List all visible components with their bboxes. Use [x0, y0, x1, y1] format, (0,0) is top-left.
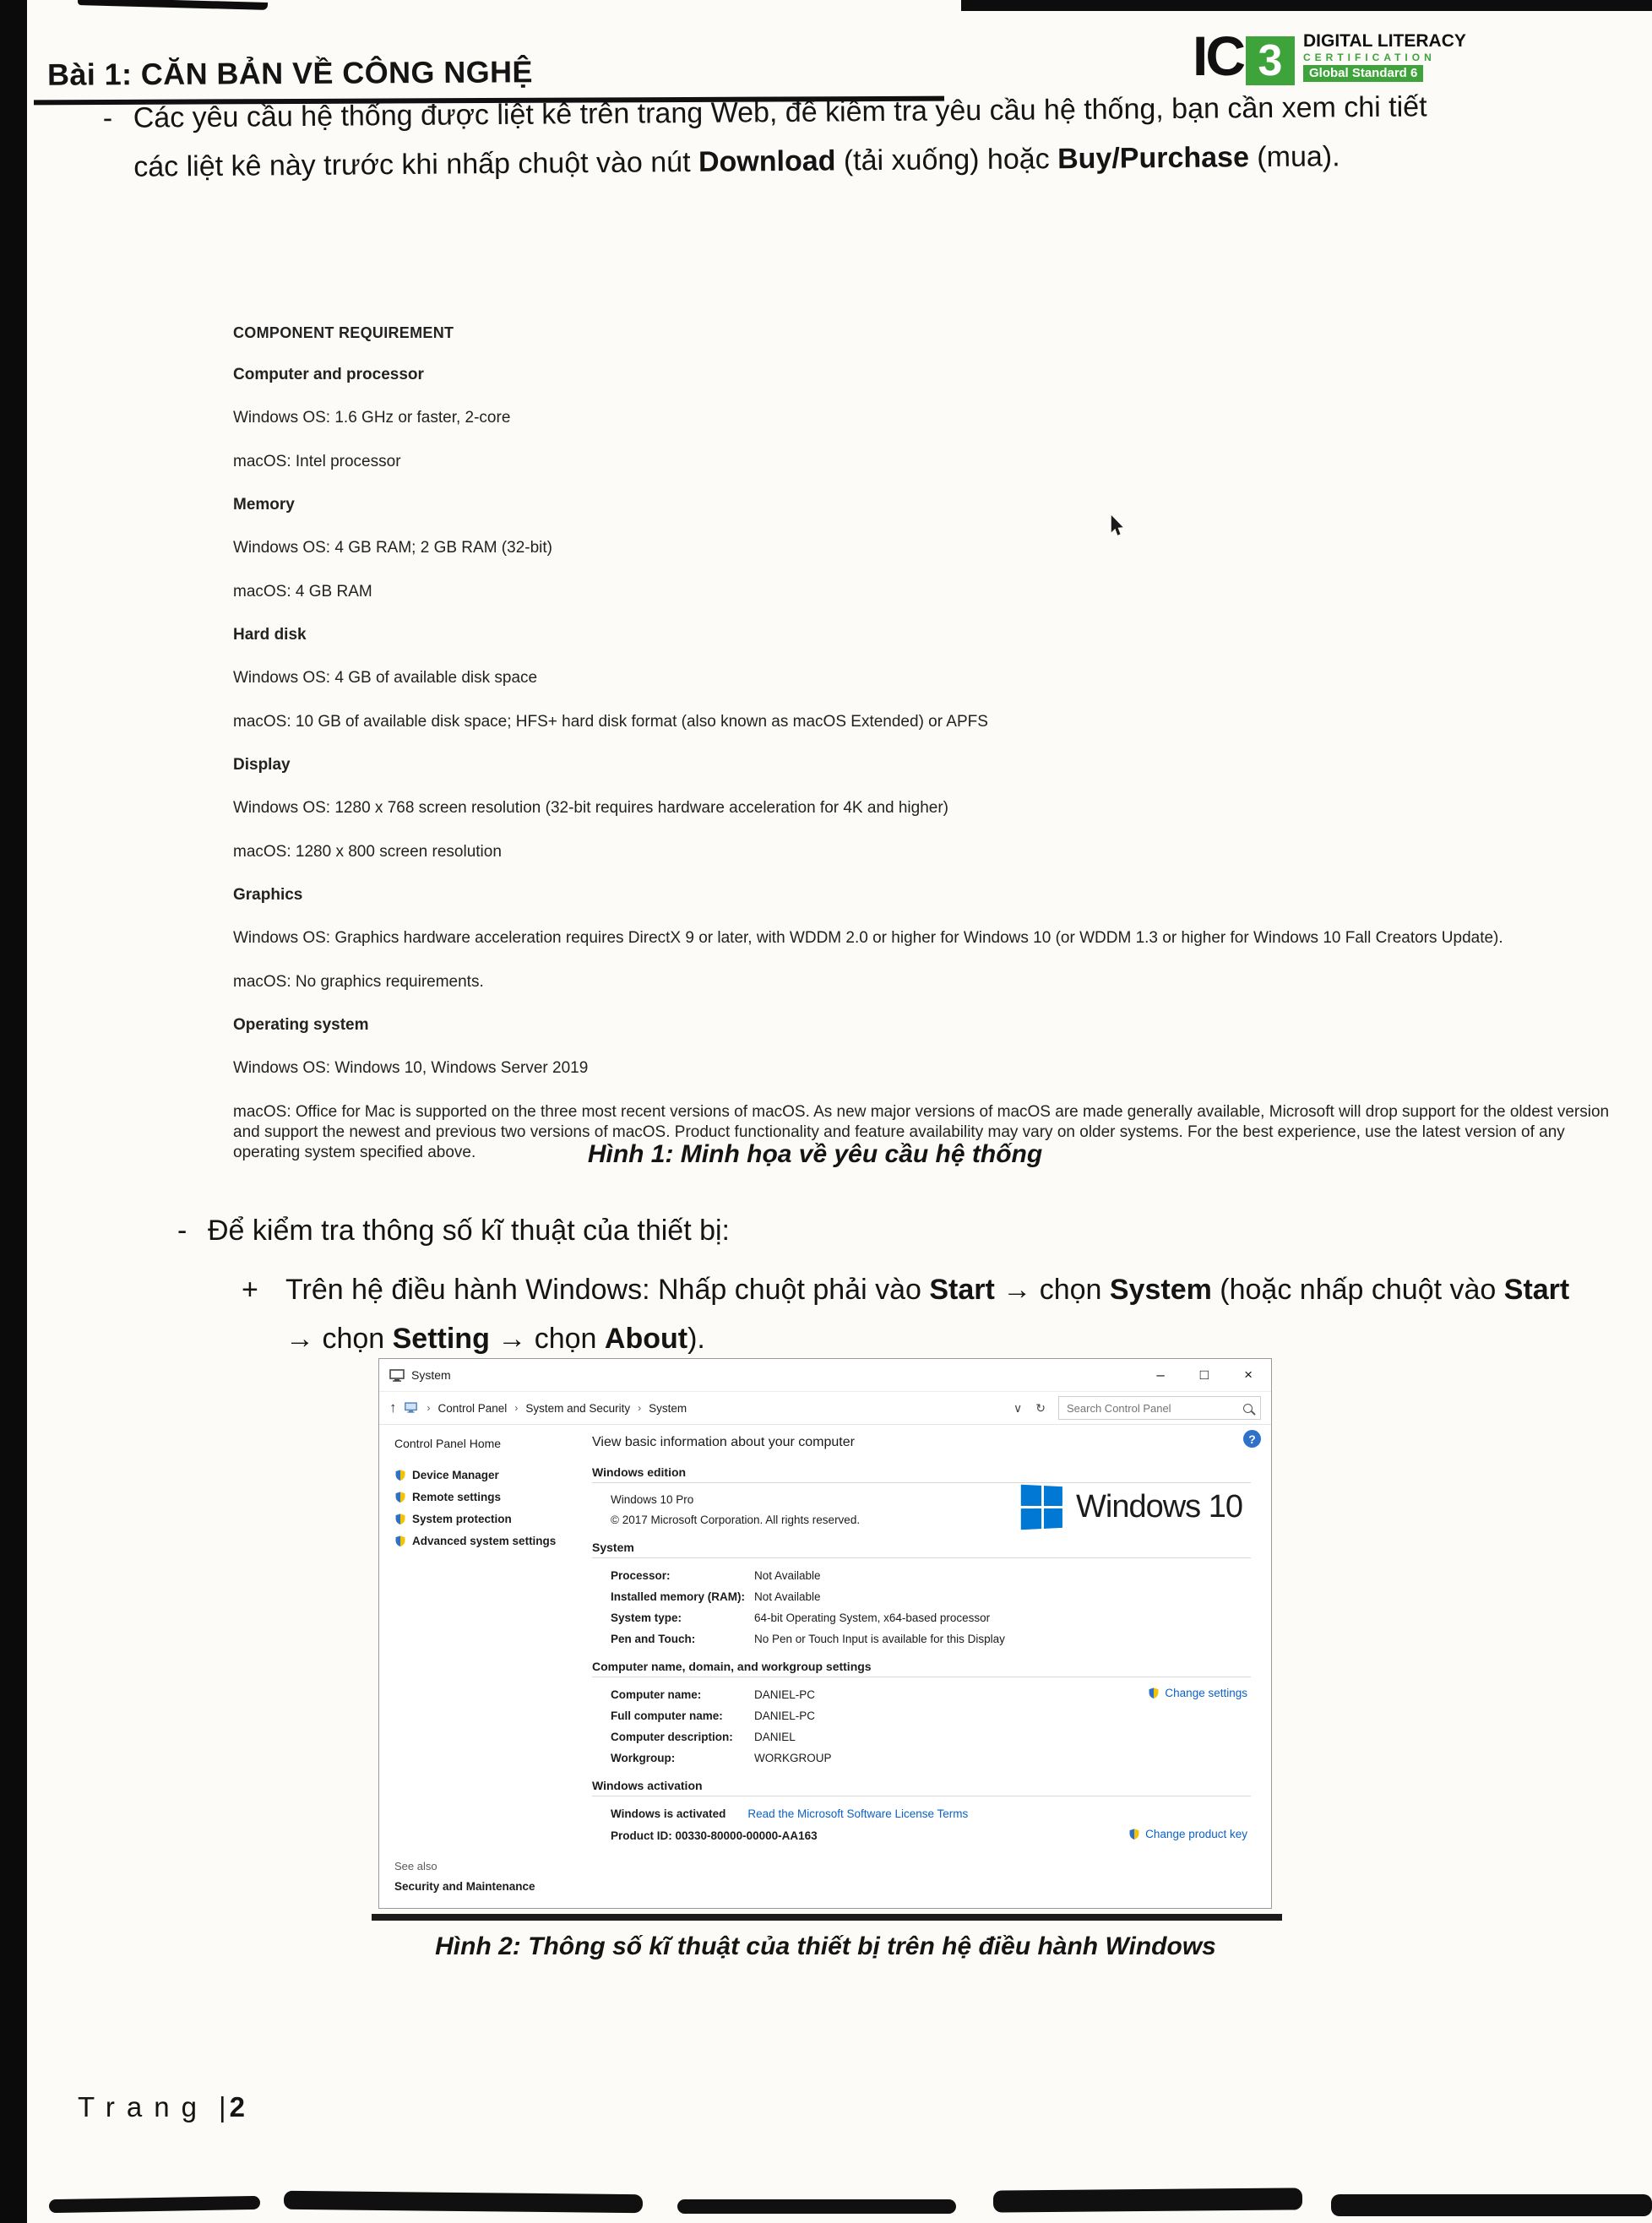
uac-shield-icon: [1148, 1687, 1160, 1699]
system-requirements-figure: [233, 324, 1618, 1187]
address-tools: [1013, 1401, 1046, 1416]
system-main-panel: [572, 1425, 1271, 1906]
req-line: Windows OS: 4 GB RAM; 2 GB RAM (32-bit): [233, 539, 552, 557]
page-title: Bài 1: CĂN BẢN VỀ CÔNG NGHỆ: [46, 54, 533, 92]
scan-artifact: [677, 2199, 956, 2214]
help-icon[interactable]: ?: [1243, 1430, 1261, 1448]
row-value: Not Available: [754, 1569, 821, 1582]
mouse-cursor-icon: [1108, 515, 1127, 542]
sub-seg: Trên hệ điều hành Windows: Nhấp chuột phải vào: [285, 1274, 930, 1306]
windows-activation-section: [592, 1779, 1251, 1842]
search-input[interactable]: [1067, 1402, 1236, 1415]
ic3-logo-line1: DIGITAL LITERACY: [1303, 31, 1466, 51]
req-line: macOS: 10 GB of available disk space; HFS+ hard disk format (also known as macOS Extended) or APFS: [233, 713, 988, 731]
uac-shield-icon: [394, 1535, 406, 1547]
system-row: [592, 1628, 1251, 1650]
sidebar-item-security-and-maintenance[interactable]: Security and Maintenance: [394, 1880, 535, 1893]
req-section-title: Display: [233, 756, 291, 774]
check-specs-text: Để kiểm tra thông số kĩ thuật của thiết bị:: [208, 1215, 730, 1247]
row-value: DANIEL-PC: [754, 1709, 816, 1722]
breadcrumb-separator: ›: [514, 1402, 519, 1414]
sidebar: [379, 1425, 572, 1906]
sidebar-item-label: Advanced system settings: [412, 1535, 557, 1547]
figure1-caption: Hình 1: Minh họa về yêu cầu hệ thống: [587, 1140, 1043, 1168]
sidebar-item-label: Remote settings: [412, 1491, 502, 1503]
buy-purchase-label: Buy/Purchase: [1057, 141, 1250, 176]
row-label: Installed memory (RAM):: [611, 1590, 746, 1603]
system-section: [592, 1541, 1251, 1650]
requirements-heading: COMPONENT REQUIREMENT: [233, 324, 454, 341]
req-line: Windows OS: 1.6 GHz or faster, 2-core: [233, 409, 511, 427]
maximize-button[interactable]: □: [1199, 1367, 1209, 1383]
req-line: Windows OS: Graphics hardware acceleration requires DirectX 9 or later, with WDDM 2.0 or higher for Windows 10 (or WDDM 1.3 or higher for Windows 10 Fall Creators Update).: [233, 929, 1503, 947]
req-section-title: Operating system: [233, 1016, 369, 1034]
computer-name-row: [592, 1726, 1251, 1747]
sidebar-item-remote-settings[interactable]: [394, 1491, 572, 1503]
section-title: Computer name, domain, and workgroup settings: [592, 1660, 1251, 1677]
start-label: Start: [1503, 1274, 1570, 1306]
sub-seg: → chọn: [994, 1274, 1110, 1306]
change-settings-link[interactable]: [1148, 1687, 1247, 1699]
scan-artifact: [993, 2188, 1302, 2212]
change-settings-label: Change settings: [1165, 1687, 1247, 1699]
page-footer: [78, 2091, 245, 2123]
scan-artifact: [1331, 2194, 1652, 2216]
check-specs-paragraph: [177, 1206, 730, 1255]
minimize-button[interactable]: –: [1156, 1367, 1165, 1383]
plus-marker: +: [242, 1274, 258, 1306]
footer-separator: |: [218, 2091, 226, 2122]
row-label: System type:: [611, 1612, 682, 1624]
sidebar-item-label: Device Manager: [412, 1469, 499, 1481]
row-label: Processor:: [611, 1569, 671, 1582]
sidebar-item-device-manager[interactable]: [394, 1469, 572, 1481]
ic3-logo-three: 3: [1246, 36, 1295, 85]
row-label: Pen and Touch:: [611, 1633, 696, 1645]
windows10-logo: [1021, 1486, 1242, 1529]
activation-status: Windows is activated: [611, 1807, 726, 1820]
system-window: [378, 1358, 1272, 1909]
breadcrumb-control-panel[interactable]: Control Panel: [437, 1401, 508, 1415]
breadcrumb-separator: ›: [427, 1402, 431, 1414]
req-line: macOS: 1280 x 800 screen resolution: [233, 843, 502, 861]
req-section-title: Graphics: [233, 886, 303, 904]
section-title: System: [592, 1541, 1251, 1558]
windows-edition-section: [592, 1465, 1251, 1530]
activation-status-row: [592, 1803, 1251, 1824]
uac-shield-icon: [394, 1469, 406, 1481]
row-label: Workgroup:: [611, 1752, 676, 1764]
refresh-icon[interactable]: ↻: [1035, 1400, 1046, 1415]
breadcrumb: [427, 1402, 1007, 1415]
figure2-bottom-rule: [372, 1914, 1282, 1921]
setting-label: Setting: [392, 1323, 490, 1355]
ic3-logo: [1193, 24, 1466, 87]
footer-page-word: Trang: [78, 2091, 209, 2122]
sub-seg: → chọn: [489, 1323, 605, 1355]
intro-text: [133, 82, 1470, 192]
scan-edge-artifact: [0, 0, 27, 2223]
ic3-logo-ic: IC: [1193, 24, 1243, 87]
ic3-logo-line2: CERTIFICATION: [1303, 52, 1436, 63]
windows10-logo-text: Windows 10: [1076, 1489, 1242, 1525]
bullet-marker: -: [177, 1215, 187, 1247]
row-value: No Pen or Touch Input is available for this Display: [754, 1633, 1005, 1645]
uac-shield-icon: [394, 1513, 406, 1525]
row-value: DANIEL-PC: [754, 1688, 816, 1701]
computer-name-row: [592, 1747, 1251, 1769]
row-label: Full computer name:: [611, 1709, 723, 1722]
scan-artifact: [284, 2191, 643, 2213]
sub-seg: (hoặc nhấp chuột vào: [1211, 1274, 1504, 1306]
req-line: macOS: Intel processor: [233, 453, 401, 470]
breadcrumb-system-and-security[interactable]: System and Security: [525, 1401, 631, 1415]
row-value: WORKGROUP: [754, 1752, 832, 1764]
section-title: Windows activation: [592, 1779, 1251, 1796]
row-label: Computer name:: [611, 1688, 702, 1701]
computer-name-section: [592, 1660, 1251, 1769]
window-controls: [1156, 1367, 1261, 1383]
see-also-heading: See also: [394, 1860, 437, 1872]
start-label: Start: [929, 1274, 995, 1306]
address-dropdown-icon[interactable]: ∨: [1013, 1400, 1023, 1415]
footer-page-number: 2: [229, 2091, 245, 2122]
change-product-key-label: Change product key: [1145, 1828, 1247, 1840]
product-id: Product ID: 00330-80000-00000-AA163: [611, 1829, 818, 1842]
uac-shield-icon: [1128, 1828, 1140, 1840]
about-label: About: [604, 1323, 688, 1355]
intro-seg: (tải xuống) hoặc: [835, 143, 1058, 177]
window-title: System: [411, 1368, 451, 1382]
ic3-logo-text: [1303, 30, 1466, 82]
intro-seg: (mua).: [1248, 140, 1340, 174]
window-titlebar: [379, 1359, 1271, 1391]
license-terms-link[interactable]: Read the Microsoft Software License Terms: [747, 1807, 969, 1820]
sidebar-item-system-protection[interactable]: [394, 1513, 572, 1525]
ic3-logo-mark: [1193, 24, 1295, 87]
req-line: Windows OS: 4 GB of available disk space: [233, 669, 538, 687]
req-section-title: Hard disk: [233, 626, 307, 644]
sidebar-item-label: System protection: [412, 1513, 512, 1525]
close-button[interactable]: ×: [1244, 1367, 1253, 1383]
system-row: [592, 1607, 1251, 1628]
check-specs-sub-paragraph: [242, 1265, 1579, 1363]
req-section-title: Memory: [233, 496, 295, 514]
main-panel-title: View basic information about your computer: [592, 1435, 855, 1449]
req-line: Windows OS: 1280 x 768 screen resolution (32-bit requires hardware acceleration for 4K and higher): [233, 799, 949, 817]
system-row: [592, 1565, 1251, 1586]
sidebar-item-control-panel-home[interactable]: Control Panel Home: [394, 1437, 502, 1450]
search-box[interactable]: [1058, 1396, 1261, 1420]
breadcrumb-computer-icon: [405, 1402, 420, 1415]
bullet-marker: -: [102, 101, 113, 135]
intro-seg: Các yêu cầu hệ thống được liệt kê trên trang Web, để kiểm tra yêu cầu hệ thống, bạn cần xem chi tiết các liệt kê này trước khi nhấp chuột vào nút: [133, 90, 1427, 183]
req-section-title: Computer and processor: [233, 366, 424, 383]
scan-artifact: [78, 0, 268, 10]
req-line: macOS: 4 GB RAM: [233, 583, 372, 601]
scan-artifact: [49, 2196, 260, 2213]
computer-name-row: [592, 1705, 1251, 1726]
breadcrumb-separator: ›: [638, 1402, 642, 1414]
system-label: System: [1109, 1274, 1212, 1306]
row-value: Not Available: [754, 1590, 821, 1603]
windows-edition-copyright: © 2017 Microsoft Corporation. All rights reserved.: [611, 1514, 861, 1526]
system-row: [592, 1586, 1251, 1607]
req-line: Windows OS: Windows 10, Windows Server 2019: [233, 1059, 589, 1077]
scan-artifact: [961, 0, 1652, 11]
windows-flag-icon: [1021, 1485, 1062, 1530]
intro-paragraph: [103, 82, 1470, 192]
uac-shield-icon: [394, 1491, 406, 1503]
download-button-label: Download: [698, 144, 836, 178]
sub-seg: → chọn: [285, 1323, 393, 1355]
row-value: 64-bit Operating System, x64-based processor: [754, 1612, 991, 1624]
req-line: macOS: No graphics requirements.: [233, 973, 484, 991]
windows-edition-product: Windows 10 Pro: [611, 1493, 694, 1506]
section-title: Windows edition: [592, 1465, 1251, 1483]
system-window-icon: [389, 1369, 405, 1382]
up-arrow-icon[interactable]: ↑: [389, 1400, 397, 1416]
check-specs-sub-text: [285, 1265, 1579, 1363]
figure2-caption: Hình 2: Thông số kĩ thuật của thiết bị trên hệ điều hành Windows: [435, 1932, 1216, 1960]
req-line: macOS: Office for Mac is supported on the three most recent versions of macOS. As new major versions of macOS are made generally available, Microsoft will drop support for the oldest version and support the newest and previous two versions of macOS. Product functionality and feature availability may vary on older systems. For the best experience, use the latest version of any operating system specified above.: [233, 1103, 1610, 1161]
search-icon[interactable]: [1243, 1404, 1253, 1413]
sub-seg: ).: [687, 1323, 705, 1355]
window-body: [379, 1425, 1271, 1906]
row-value: DANIEL: [754, 1731, 796, 1743]
breadcrumb-system[interactable]: System: [649, 1401, 687, 1415]
sidebar-item-advanced-system-settings[interactable]: [394, 1535, 572, 1547]
address-bar: [379, 1391, 1271, 1425]
change-product-key-link[interactable]: [1128, 1828, 1247, 1840]
row-label: Computer description:: [611, 1731, 733, 1743]
ic3-logo-line3: Global Standard 6: [1303, 65, 1423, 82]
